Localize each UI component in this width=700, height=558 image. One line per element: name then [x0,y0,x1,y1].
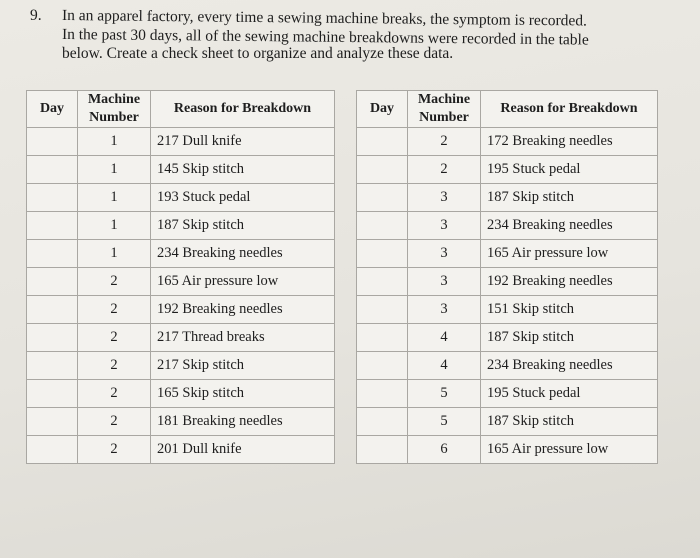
machine-number-cell: 3 [408,184,481,212]
reason-cell: 195 Stuck pedal [481,156,658,184]
day-cell [27,268,78,296]
machine-number-cell: 5 [408,408,481,436]
day-cell [357,436,408,464]
table-row [357,268,658,296]
day-cell [27,408,78,436]
machine-number-cell: 3 [408,212,481,240]
day-cell [27,128,78,156]
day-cell [357,408,408,436]
reason-cell: 165 Air pressure low [481,436,658,464]
day-cell [27,184,78,212]
reason-cell: 187 Skip stitch [481,324,658,352]
day-cell [357,324,408,352]
reason-cell: 187 Skip stitch [481,408,658,436]
machine-number-cell: 2 [408,156,481,184]
problem-text [62,6,682,63]
reason-cell: 217 Thread breaks [151,324,335,352]
table-row [27,156,335,184]
reason-cell: 217 Dull knife [151,128,335,156]
day-cell [357,184,408,212]
machine-number-cell: 5 [408,380,481,408]
table-row [27,184,335,212]
breakdown-table-left [26,90,335,464]
problem-line: below. Create a check sheet to organize and analyze these data. [62,45,454,62]
table-row [27,408,335,436]
table-row [27,212,335,240]
machine-number-cell: 2 [408,128,481,156]
table-body [27,128,335,464]
machine-number-cell: 1 [78,240,151,268]
day-cell [27,436,78,464]
table-row [357,212,658,240]
machine-number-cell: 1 [78,184,151,212]
reason-cell: 181 Breaking needles [151,408,335,436]
header-reason: Reason for Breakdown [481,91,658,128]
reason-cell: 192 Breaking needles [151,296,335,324]
day-cell [27,324,78,352]
day-cell [27,156,78,184]
day-cell [357,268,408,296]
machine-number-cell: 1 [78,156,151,184]
header-day: Day [27,91,78,128]
reason-cell: 165 Skip stitch [151,380,335,408]
machine-number-cell: 4 [408,352,481,380]
table-row [27,324,335,352]
table-row [357,296,658,324]
table-row [357,240,658,268]
day-cell [357,352,408,380]
breakdown-table-right [356,90,658,464]
machine-number-cell: 2 [78,296,151,324]
table-row [27,268,335,296]
table-row [27,240,335,268]
reason-cell: 195 Stuck pedal [481,380,658,408]
table-row [357,352,658,380]
machine-number-cell: 2 [78,408,151,436]
reason-cell: 165 Air pressure low [481,240,658,268]
day-cell [27,380,78,408]
machine-number-cell: 2 [78,436,151,464]
day-cell [357,380,408,408]
table-row [27,296,335,324]
machine-number-cell: 3 [408,268,481,296]
reason-cell: 165 Air pressure low [151,268,335,296]
day-cell [357,296,408,324]
reason-cell: 234 Breaking needles [481,212,658,240]
reason-cell: 192 Breaking needles [481,268,658,296]
table-row [27,128,335,156]
day-cell [27,352,78,380]
table-row [27,380,335,408]
reason-cell: 172 Breaking needles [481,128,658,156]
machine-number-cell: 1 [78,128,151,156]
table-row [27,436,335,464]
day-cell [27,296,78,324]
table-body [357,128,658,464]
day-cell [357,128,408,156]
table-row [357,128,658,156]
machine-number-cell: 3 [408,296,481,324]
machine-number-cell: 2 [78,324,151,352]
table-row [357,184,658,212]
table-header-row [357,91,658,128]
day-cell [357,156,408,184]
day-cell [357,240,408,268]
table-row [357,408,658,436]
table-row [357,436,658,464]
header-reason: Reason for Breakdown [151,91,335,128]
reason-cell: 187 Skip stitch [481,184,658,212]
reason-cell: 201 Dull knife [151,436,335,464]
table-row [27,352,335,380]
header-machine-number: Machine Number [78,91,151,128]
day-cell [27,240,78,268]
reason-cell: 187 Skip stitch [151,212,335,240]
reason-cell: 145 Skip stitch [151,156,335,184]
table-row [357,380,658,408]
day-cell [357,212,408,240]
problem-line: In the past 30 days, all of the sewing machine breakdowns were recorded in the table [61,26,589,49]
machine-number-cell: 4 [408,324,481,352]
machine-number-cell: 2 [78,352,151,380]
reason-cell: 234 Breaking needles [151,240,335,268]
reason-cell: 217 Skip stitch [151,352,335,380]
reason-cell: 193 Stuck pedal [151,184,335,212]
day-cell [27,212,78,240]
machine-number-cell: 6 [408,436,481,464]
machine-number-cell: 3 [408,240,481,268]
table-row [357,324,658,352]
table-header-row [27,91,335,128]
problem-line: In an apparel factory, every time a sewing machine breaks, the symptom is recorded. [61,7,587,30]
machine-number-cell: 1 [78,212,151,240]
header-day: Day [357,91,408,128]
table-row [357,156,658,184]
header-machine-number: Machine Number [408,91,481,128]
machine-number-cell: 2 [78,268,151,296]
problem-number: 9. [30,7,42,24]
reason-cell: 151 Skip stitch [481,296,658,324]
machine-number-cell: 2 [78,380,151,408]
reason-cell: 234 Breaking needles [481,352,658,380]
